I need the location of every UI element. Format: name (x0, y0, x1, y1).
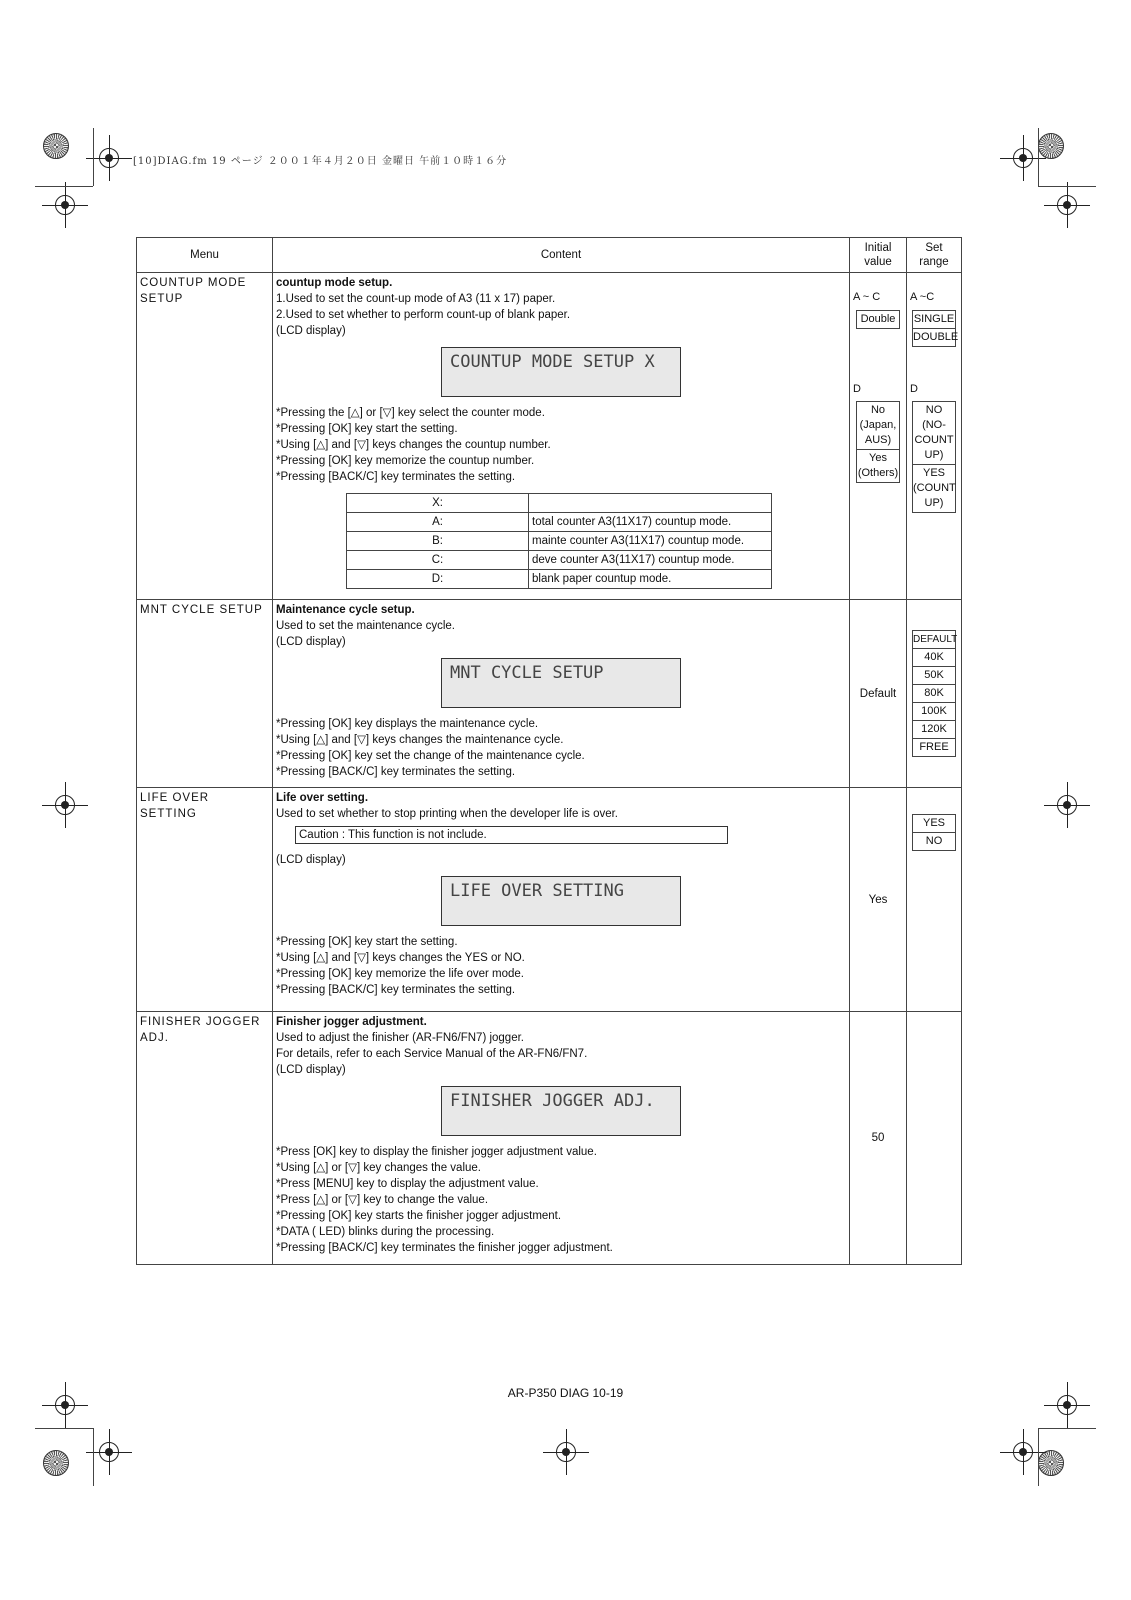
step-line: *Pressing [OK] key displays the maintenance cycle. (276, 718, 539, 730)
mode-key: D: (347, 570, 529, 589)
header-menu: Menu (137, 238, 273, 273)
set-d-label: D (910, 383, 918, 395)
step-line: *DATA ( LED) blinks during the processing. (276, 1226, 495, 1238)
menu-mnt-cycle-setup: MNT CYCLE SETUP (137, 600, 273, 788)
step-line: *Press [OK] key to display the finisher jogger adjustment value. (276, 1146, 597, 1158)
step-line: *Pressing [BACK/C] key terminates the finisher jogger adjustment. (276, 1242, 613, 1254)
section-title: Maintenance cycle setup. (276, 604, 415, 616)
step-line: *Press [MENU] key to display the adjustment value. (276, 1178, 539, 1190)
registration-target-icon (43, 133, 69, 159)
registration-target-icon (43, 1450, 69, 1476)
content-cell (273, 600, 850, 788)
step-line: *Pressing [OK] key start the setting. (276, 423, 458, 435)
set-option: 50K (913, 667, 955, 685)
crosshair-mark-icon (1057, 795, 1077, 815)
initial-d-label: D (853, 383, 861, 395)
set-range-cell (907, 273, 962, 600)
desc-line: (LCD display) (276, 325, 346, 337)
table-row (347, 513, 772, 532)
table-row (347, 570, 772, 589)
mode-key: A: (347, 513, 529, 532)
step-line: *Pressing the [△] or [▽] key select the counter mode. (276, 407, 545, 419)
section-title: Life over setting. (276, 792, 369, 804)
table-row (347, 551, 772, 570)
crosshair-mark-icon (55, 195, 75, 215)
set-yes-no-options (912, 814, 956, 851)
step-line: *Pressing [OK] key start the setting. (276, 936, 458, 948)
set-option: 100K (913, 703, 955, 721)
crop-line (1038, 186, 1096, 187)
step-line: *Pressing [OK] key memorize the life over mode. (276, 968, 524, 980)
set-option: YES (913, 815, 955, 833)
initial-fifty: 50 (871, 1132, 885, 1144)
desc-line: Used to set the maintenance cycle. (276, 620, 455, 632)
mode-desc: mainte counter A3(11X17) countup mode. (529, 532, 772, 551)
desc-line: (LCD display) (276, 854, 346, 866)
header-initial-value: Initial value (850, 238, 907, 273)
caution-note: Caution : This function is not include. (295, 826, 728, 844)
step-line: *Pressing [OK] key set the change of the maintenance cycle. (276, 750, 585, 762)
mode-desc: blank paper countup mode. (529, 570, 772, 589)
mode-desc (529, 494, 772, 513)
crosshair-mark-icon (99, 148, 119, 168)
step-line: *Using [△] or [▽] key changes the value. (276, 1162, 481, 1174)
set-option: FREE (919, 741, 949, 753)
desc-line: Used to adjust the finisher (AR-FN6/FN7) jogger. (276, 1032, 524, 1044)
desc-line: 2.Used to set whether to perform count-up of blank paper. (276, 309, 571, 321)
table-row (137, 273, 962, 600)
initial-value-cell (850, 273, 907, 600)
set-no: NO (NO-COUNT UP) (913, 402, 955, 465)
step-line: *Pressing [BACK/C] key terminates the setting. (276, 984, 516, 996)
lcd-display: FINISHER JOGGER ADJ. (441, 1086, 681, 1136)
registration-target-icon (1038, 133, 1064, 159)
registration-target-icon (1038, 1450, 1064, 1476)
step-line: *Pressing [BACK/C] key terminates the setting. (276, 471, 516, 483)
desc-line: (LCD display) (276, 636, 346, 648)
table-row (137, 600, 962, 788)
mode-desc: deve counter A3(11X17) countup mode. (529, 551, 772, 570)
menu-life-over-setting: LIFE OVER SETTING (137, 788, 273, 1012)
mode-desc: total counter A3(11X17) countup mode. (529, 513, 772, 532)
set-option: 80K (913, 685, 955, 703)
step-line: *Pressing [BACK/C] key terminates the setting. (276, 766, 516, 778)
set-range: A ~C (910, 291, 935, 303)
initial-no: No (Japan, AUS) (857, 402, 899, 450)
initial-d-values (856, 401, 900, 483)
crosshair-mark-icon (99, 1442, 119, 1462)
menu-countup-mode-setup: COUNTUP MODE SETUP (137, 273, 273, 600)
countup-mode-table (346, 493, 772, 589)
table-row (347, 532, 772, 551)
lcd-display: LIFE OVER SETTING (441, 876, 681, 926)
initial-value-cell (850, 1012, 907, 1265)
set-d-options (912, 401, 956, 513)
set-single: SINGLE (913, 311, 955, 329)
page-footer: AR-P350 DIAG 10-19 (507, 1386, 624, 1400)
diagnostics-table (136, 237, 962, 1265)
step-line: *Pressing [OK] key starts the finisher jogger adjustment. (276, 1210, 562, 1222)
content-cell (273, 273, 850, 600)
content-cell (273, 1012, 850, 1265)
mode-key: C: (347, 551, 529, 570)
content-cell (273, 788, 850, 1012)
table-row (137, 1012, 962, 1265)
initial-range: A ~ C (853, 291, 881, 303)
lcd-display: COUNTUP MODE SETUP X (441, 347, 681, 397)
set-option: 120K (913, 721, 955, 739)
initial-yes: Yes (868, 893, 888, 906)
initial-value-cell (850, 600, 907, 788)
set-option: DEFAULT (913, 631, 955, 649)
set-range-cell (907, 788, 962, 1012)
step-line: *Press [△] or [▽] key to change the value. (276, 1194, 489, 1206)
crop-line (93, 128, 94, 186)
desc-line: 1.Used to set the count-up mode of A3 (11 x 17) paper. (276, 293, 556, 305)
set-range-cell (907, 600, 962, 788)
set-yes: YES (COUNT UP) (913, 467, 956, 509)
header-content: Content (273, 238, 850, 273)
set-option: 40K (913, 649, 955, 667)
set-range-cell (907, 1012, 962, 1265)
set-cycle-options (912, 630, 956, 757)
mode-key: B: (347, 532, 529, 551)
section-title: countup mode setup. (276, 277, 393, 289)
step-line: *Using [△] and [▽] keys changes the YES or NO. (276, 952, 525, 964)
print-header-stamp: [10]DIAG.fm 19 ページ ２００１年４月２０日 金曜日 午前１０時１６分 (133, 156, 508, 167)
initial-value-cell (850, 788, 907, 1012)
step-line: *Pressing [OK] key memorize the countup number. (276, 455, 535, 467)
set-double: DOUBLE (913, 331, 959, 343)
crop-line (1038, 128, 1039, 186)
crop-line (93, 1428, 94, 1486)
step-line: *Using [△] and [▽] keys changes the maintenance cycle. (276, 734, 564, 746)
crosshair-mark-icon (1057, 195, 1077, 215)
crop-line (35, 186, 93, 187)
table-header-row (137, 238, 962, 273)
crosshair-mark-icon (55, 795, 75, 815)
header-set-range: Set range (907, 238, 962, 273)
desc-line: (LCD display) (276, 1064, 346, 1076)
table-row (137, 788, 962, 1012)
crosshair-mark-icon (556, 1442, 576, 1462)
crosshair-mark-icon (1013, 148, 1033, 168)
desc-line: Used to set whether to stop printing when the developer life is over. (276, 808, 619, 820)
lcd-display: MNT CYCLE SETUP (441, 658, 681, 708)
initial-default: Default (859, 687, 897, 700)
desc-line: For details, refer to each Service Manual of the AR-FN6/FN7. (276, 1048, 588, 1060)
table-row (347, 494, 772, 513)
set-option: NO (925, 835, 943, 847)
set-paper-options (912, 310, 959, 347)
crop-line (35, 1428, 93, 1429)
step-line: *Using [△] and [▽] keys changes the countup number. (276, 439, 551, 451)
menu-finisher-jogger-adj: FINISHER JOGGER ADJ. (137, 1012, 273, 1265)
mode-key: X: (347, 494, 529, 513)
crop-line (1038, 1428, 1039, 1486)
initial-double: Double (856, 310, 900, 329)
section-title: Finisher jogger adjustment. (276, 1016, 427, 1028)
initial-yes: Yes (Others) (857, 452, 899, 479)
crosshair-mark-icon (1013, 1442, 1033, 1462)
crop-line (1038, 1428, 1096, 1429)
